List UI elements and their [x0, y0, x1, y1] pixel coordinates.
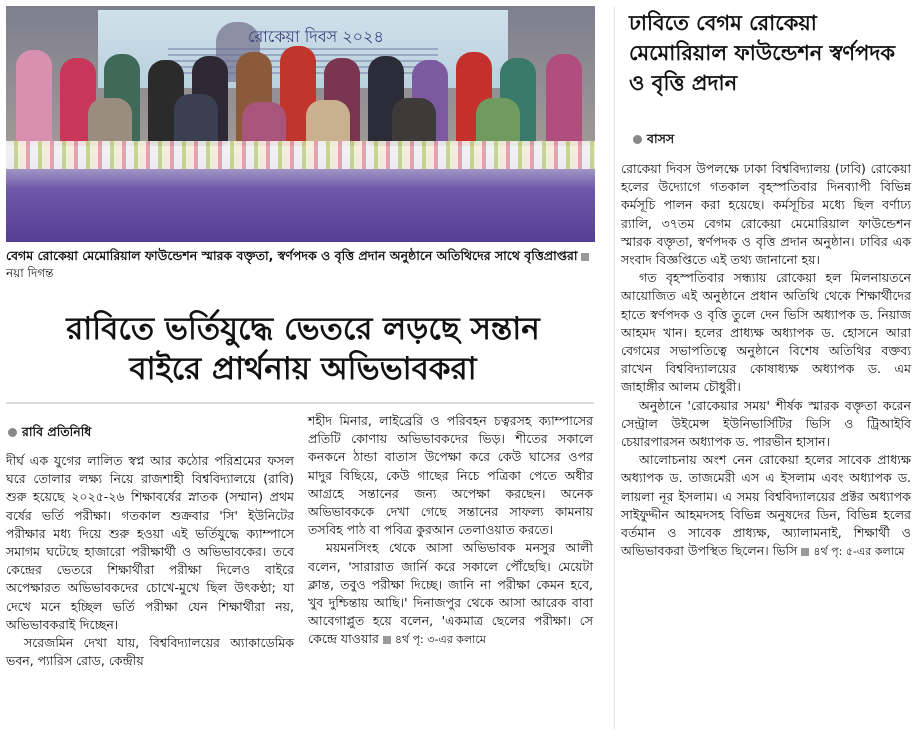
square-bullet-icon [801, 548, 809, 556]
person-figure [546, 54, 582, 146]
paragraph [308, 539, 593, 649]
byline-text: বাসস [647, 131, 675, 146]
continuation-note: ৪র্থ পৃ: ৩-এর কলামে [394, 633, 486, 647]
side-article-body [621, 160, 911, 561]
bullet-dot-icon [633, 135, 642, 144]
continuation-note: ৪র্থ পৃ: ৫-এর কলামে [813, 545, 905, 559]
banner-title: রোকেয়া দিবস ২০২৪ [248, 27, 384, 46]
paragraph-text: ময়মনসিংহ থেকে আসা অভিভাবক মনসুর আলী বলেন, 'সারারাত জার্নি করে সকালে পৌঁছেছি। মেয়েটা ক্লান্ত, তবুও পরীক্ষা দিচ্ছে। জানি না পরীক্ষা কেমন হবে, খুব দুশ্চিন্তায় আছি।' দিনাজপুর থেকে আসা আরেক বাবা আবেগাপ্লুত হয়ে বলেন, 'একমাত্র ছেলের পরীক্ষা। সে কেন্দ্রে যাওয়ার [308, 540, 593, 647]
article-column-2 [308, 412, 593, 650]
paragraph: দীর্ঘ এক যুগের লালিত স্বপ্ন আর কঠোর পরিশ্রমের ফসল ঘরে তোলার লক্ষ্য নিয়ে রাজশাহী বিশ্ববিদ্যালয়ে (রাবি) শুরু হয়েছে ২০২৫-২৬ শিক্ষাবর্ষের স্নাতক (সম্মান) প্রথম বর্ষের ভর্তি পরীক্ষা। গতকাল শুক্রবার 'সি' ইউনিটের পরীক্ষার মধ্য দিয়ে শুরু হওয়া এই ভর্তিযুদ্ধে ক্যাম্পাসে সমাগম ঘটেছে হাজারো পরীক্ষার্থী ও অভিভাবকের। তবে কেন্দ্রের ভেতরে শিক্ষার্থীরা পরীক্ষা দিলেও বাইরে অপেক্ষারত অভিভাবকদের চোখে-মুখে ছিল উৎকণ্ঠা; যা দেখে মনে হচ্ছিল ভর্তি পরীক্ষা যেন শিক্ষার্থীরা নয়, অভিভাবকরাই দিচ্ছেন। [6, 453, 294, 632]
caption-text: বেগম রোকেয়া মেমোরিয়াল ফাউন্ডেশন স্মারক বক্তৃতা, স্বর্ণপদক ও বৃত্তি প্রদান অনুষ্ঠানে অতিথিদের সাথে বৃত্তিপ্রাপ্তরা [6, 248, 578, 263]
square-bullet-icon [581, 253, 589, 261]
event-photo [6, 6, 595, 242]
main-headline [14, 309, 592, 389]
paragraph-text: আলোচনায় অংশ নেন রোকেয়া হলের সাবেক প্রাধ্যক্ষ অধ্যাপক ড. তাজমেরী এস এ ইসলাম এবং অধ্যাপক ড. লায়লা নূর ইসলাম। এ সময় বিশ্ববিদ্যালয়ের প্রক্টর অধ্যাপক সাইফুদ্দীন আহমদসহ বিভিন্ন অনুষদের ডিন, বিভিন্ন হলের বর্তমান ও সাবেক প্রাধ্যক্ষ, অ্যালামনাই, শিক্ষার্থী ও অভিভাবকরা উপস্থিত ছিলেন। ভিসি [621, 452, 911, 559]
person-figure [174, 94, 218, 148]
column-divider [614, 6, 615, 730]
side-byline [633, 131, 674, 151]
paragraph: শহীদ মিনার, লাইব্রেরি ও পরিবহন চত্বরসহ ক্যাম্পাসের প্রতিটি কোণায় অভিভাবকদের ভিড়। শীতের সকালে কনকনে ঠান্ডা বাতাস উপেক্ষা করে কেউ ঘাসের ওপর মাদুর বিছিয়ে, কেউ গাছের নিচে পত্রিকা পেতে অধীর আগ্রহে সন্তানের জন্য অপেক্ষা করছেন। অনেক অভিভাবককে দেখা গেছে সন্তানের সাফল্য কামনায় তসবিহ পাঠ বা পবিত্র কুরআন তেলাওয়াত করতে। [308, 413, 593, 538]
paragraph: অনুষ্ঠানে 'রোকেয়ার সময়' শীর্ষক স্মারক বক্তৃতা করেন সেন্ট্রাল উইমেন্স ইউনিভার্সিটির ভিসি ও ট্রিআইবি চেয়ারপারসন অধ্যাপক ড. পারভীন হাসান। [621, 397, 911, 450]
paragraph: সরেজমিন দেখা যায়, বিশ্ববিদ্যালয়ের অ্যাকাডেমিক ভবন, প্যারিস রোড, কেন্দ্রীয় [6, 635, 294, 669]
paragraph: রোকেয়া দিবস উপলক্ষে ঢাকা বিশ্ববিদ্যালয় (ঢাবি) রোকেয়া হলের উদ্যোগে গতকাল বৃহস্পতিবার দিনব্যাপী বিভিন্ন কর্মসূচি পালন করা হয়েছে। কর্মসূচির মধ্যে ছিল বর্ণাঢ্য র‍্যালি, ৩৭তম বেগম রোকেয়া মেমোরিয়াল ফাউন্ডেশন স্মারক বক্তৃতা, স্বর্ণপদক ও বৃত্তি প্রদান অনুষ্ঠান। ঢাবির এক সংবাদ বিজ্ঞপ্তিতে এই তথ্য জানানো হয়। [621, 161, 911, 268]
caption-source: নয়া দিগন্ত [6, 266, 54, 280]
bullet-dot-icon [8, 428, 17, 437]
flower-decoration [6, 141, 595, 169]
divider [6, 402, 594, 404]
byline-text: রাবি প্রতিনিধি [22, 424, 92, 439]
headline-line-1: রাবিতে ভর্তিযুদ্ধে ভেতরে লড়ছে সন্তান [66, 311, 540, 347]
main-byline [8, 424, 91, 444]
paragraph [621, 451, 911, 561]
photo-caption [6, 247, 596, 282]
person-figure [16, 50, 52, 146]
article-column-1 [6, 452, 294, 670]
headline-line-2: বাইরে প্রার্থনায় অভিভাবকরা [129, 351, 477, 387]
square-bullet-icon [383, 636, 391, 644]
side-headline: ঢাবিতে বেগম রোকেয়া মেমোরিয়াল ফাউন্ডেশন স্বর্ণপদক ও বৃত্তি প্রদান [629, 10, 896, 95]
paragraph: গত বৃহস্পতিবার সন্ধ্যায় রোকেয়া হল মিলনায়তনে আয়োজিত এই অনুষ্ঠানে প্রধান অতিথি থেকে শিক্ষার্থীদের হাতে স্বর্ণপদক ও বৃত্তি তুলে দেন ভিসি অধ্যাপক ড. নিয়াজ আহমদ খান। হলের প্রাধ্যক্ষ অধ্যাপক ড. হোসনে আরা বেগমের সভাপতিত্বে অনুষ্ঠানে বিশেষ অতিথির বক্তব্য রাখেন বিশ্ববিদ্যালয়ের কোষাধ্যক্ষ অধ্যাপক ড. এম জাহাঙ্গীর আলম চৌধুরী। [621, 270, 911, 395]
